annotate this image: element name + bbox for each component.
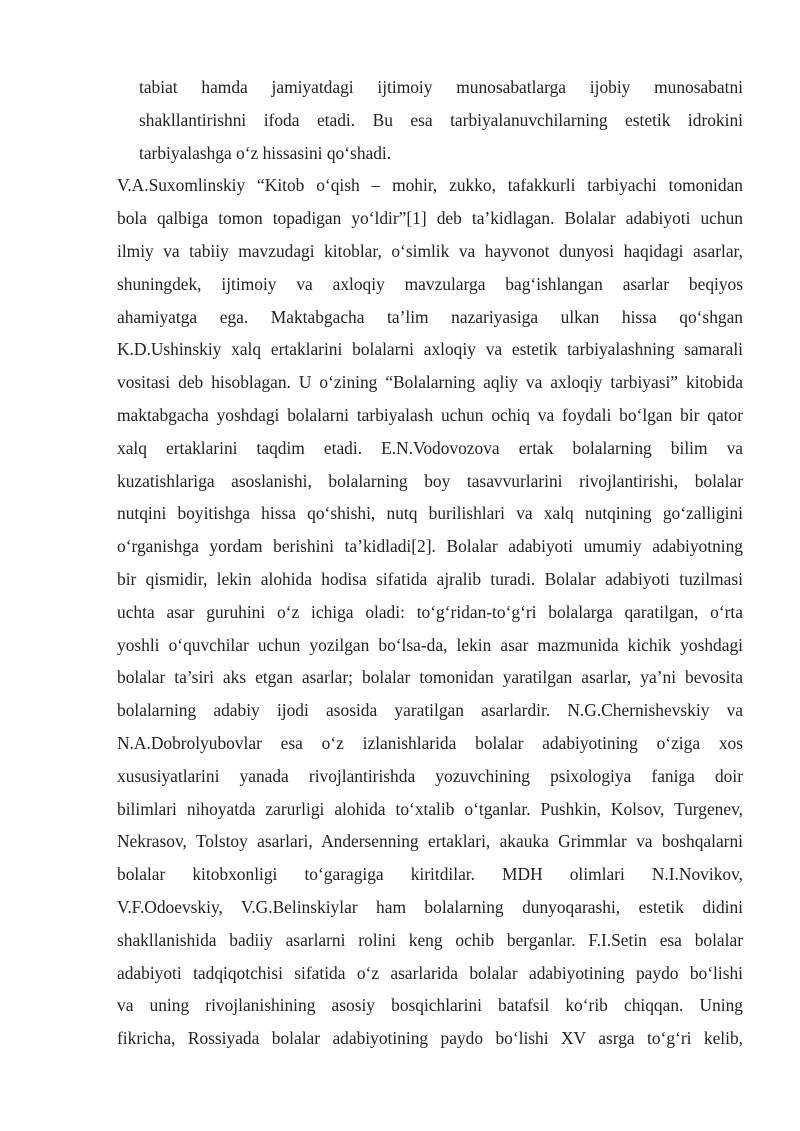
text-line: bola qalbiga tomon topadigan yo‘ldir”[1] deb ta’kidlagan. Bolalar adabiyoti uchun: [117, 208, 743, 229]
text-line: bolalar ta’siri aks etgan asarlar; bolalar tomonidan yaratilgan asarlar, ya’ni bevosita: [117, 667, 743, 688]
text-line: shakllanishida badiiy asarlarni rolini keng ochib berganlar. F.I.Setin esa bolalar: [117, 929, 743, 950]
text-line: tabiat hamda jamiyatdagi ijtimoiy munosabatlarga ijobiy munosabatni: [139, 77, 743, 97]
text-line: kuzatishlariga asoslanishi, bolalarning boy tasavvurlarini rivojlantirishi, bolalar: [117, 470, 743, 491]
text-line: N.A.Dobrolyubovlar esa o‘z izlanishlarida bolalar adabiyotining o‘ziga xos: [117, 732, 743, 753]
text-line: V.A.Suxomlinskiy “Kitob o‘qish – mohir, zukko, tafakkurli tarbiyachi tomonidan: [117, 175, 743, 196]
text-line: bilimlari nihoyatda zarurligi alohida to‘xtalib o‘tganlar. Pushkin, Kolsov, Turgenev,: [117, 798, 743, 819]
text-line: ilmiy va tabiiy mavzudagi kitoblar, o‘simlik va hayvonot dunyosi haqidagi asarlar,: [117, 240, 743, 261]
text-line: shakllantirishni ifoda etadi. Bu esa tarbiyalanuvchilarning estetik idrokini: [139, 109, 743, 130]
text-line: uchta asar guruhini o‘z ichiga oladi: to‘g‘ridan-to‘g‘ri bolalarga qaratilgan, o‘rta: [117, 601, 743, 622]
text-line: ahamiyatga ega. Maktabgacha ta’lim nazariyasiga ulkan hissa qo‘shgan: [117, 306, 743, 327]
text-line: adabiyoti tadqiqotchisi sifatida o‘z asarlarida bolalar adabiyotining paydo bo‘lishi: [117, 962, 743, 983]
text-line: yoshli o‘quvchilar uchun yozilgan bo‘lsa-da, lekin asar mazmunida kichik yoshdagi: [117, 634, 743, 655]
text-line: xalq ertaklarini taqdim etadi. E.N.Vodovozova ertak bolalarning bilim va: [117, 437, 743, 458]
text-line: bolalarning adabiy ijodi asosida yaratilgan asarlardir. N.G.Chernishevskiy va: [117, 700, 743, 721]
text-line: nutqini boyitishga hissa qo‘shishi, nutq burilishlari va xalq nutqining go‘zalligini: [117, 503, 743, 524]
text-line: maktabgacha yoshdagi bolalarni tarbiyalash uchun ochiq va foydali bo‘lgan bir qator: [117, 404, 743, 425]
text-line: V.F.Odoevskiy, V.G.Belinskiylar ham bolalarning dunyoqarashi, estetik didini: [117, 896, 743, 917]
text-line: vositasi deb hisoblagan. U o‘zining “Bolalarning aqliy va axloqiy tarbiyasi” kitobida: [117, 372, 743, 393]
text-line: shuningdek, ijtimoiy va axloqiy mavzularga bag‘ishlangan asarlar beqiyos: [117, 273, 743, 294]
body-text: [117, 71, 743, 1055]
text-line: bolalar kitobxonligi to‘garagiga kiritdilar. MDH olimlari N.I.Novikov,: [117, 864, 743, 885]
text-line: fikricha, Rossiyada bolalar adabiyotining paydo bo‘lishi XV asrga to‘g‘ri kelib,: [117, 1028, 743, 1049]
text-line: va uning rivojlanishining asosiy bosqichlarini batafsil ko‘rib chiqqan. Uning: [117, 995, 743, 1016]
text-line: o‘rganishga yordam berishini ta’kidladi[2]. Bolalar adabiyoti umumiy adabiyotning: [117, 536, 743, 557]
text-line: xususiyatlarini yanada rivojlantirishda yozuvchining psixologiya faniga doir: [117, 765, 743, 786]
text-line: tarbiyalashga o‘z hissasini qo‘shadi.: [139, 142, 392, 163]
text-line: Nekrasov, Tolstoy asarlari, Andersenning ertaklari, akauka Grimmlar va boshqalarni: [117, 831, 743, 852]
text-line: K.D.Ushinskiy xalq ertaklarini bolalarni axloqiy va estetik tarbiyalashning samarali: [117, 339, 743, 360]
text-line: bir qismidir, lekin alohida hodisa sifatida ajralib turadi. Bolalar adabiyoti tuzilmasi: [117, 568, 743, 589]
